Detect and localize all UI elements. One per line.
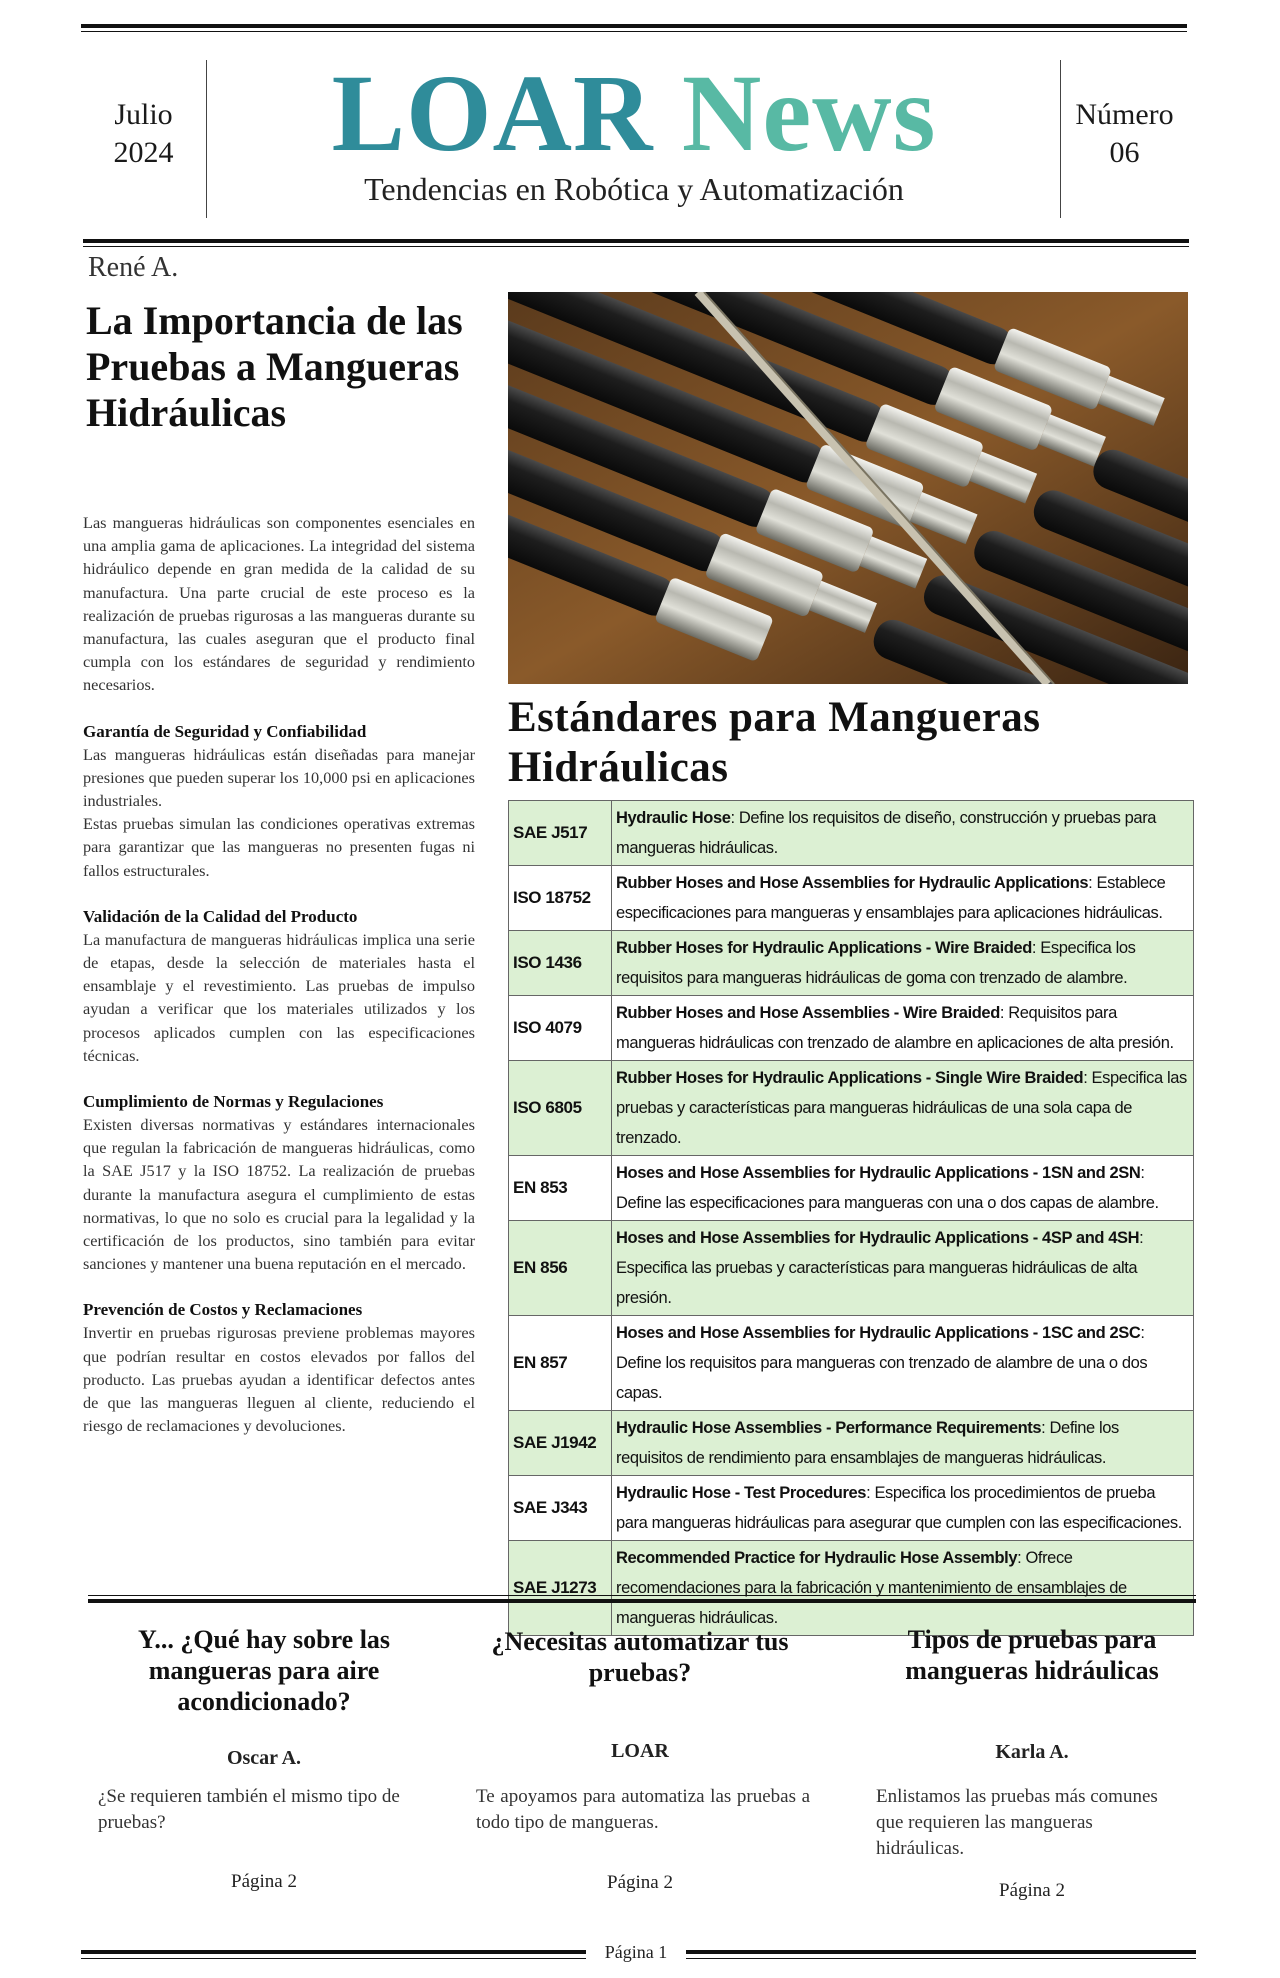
teaser-title: Tipos de pruebas para mangueras hidráulicas	[905, 1625, 1159, 1685]
teaser-title: ¿Necesitas automatizar tus pruebas?	[491, 1627, 789, 1687]
standard-name: Recommended Practice for Hydraulic Hose Assembly	[616, 1549, 1018, 1567]
standard-description: Rubber Hoses and Hose Assemblies - Wire Braided: Requisitos para mangueras hidráulicas con trenzado de alambre en aplicaciones de alta presión.	[612, 996, 1194, 1061]
issue-number-box	[1062, 96, 1187, 172]
brand-word-loar: LOAR	[331, 52, 654, 174]
footer-rule-left	[81, 1950, 586, 1954]
standard-code: EN 853	[509, 1156, 612, 1221]
standard-name: Rubber Hoses for Hydraulic Applications - Single Wire Braided	[616, 1069, 1084, 1087]
standard-name: Rubber Hoses for Hydraulic Applications - Wire Braided	[616, 939, 1032, 957]
teasers-top-rule	[88, 1595, 1196, 1596]
standard-description: Rubber Hoses for Hydraulic Applications - Wire Braided: Especifica los requisitos para mangueras hidráulicas de goma con trenzado de alambre.	[612, 931, 1194, 996]
standards-title: Estándares para Mangueras Hidráulicas	[508, 694, 1041, 791]
masthead-divider-left	[206, 60, 207, 218]
section-paragraph: Invertir en pruebas rigurosas previene problemas mayores que podrían resultar en costos elevados por fallos del producto. Las pruebas ayudan a identificar defectos antes de que las mangueras lleguen al cliente, reduciendo el riesgo de reclamaciones y devoluciones.	[83, 1323, 475, 1436]
section-heading: Garantía de Seguridad y Confiabilidad	[83, 721, 367, 741]
issue-number: 06	[1109, 136, 1140, 169]
standard-name: Hoses and Hose Assemblies for Hydraulic Applications - 1SN and 2SN	[616, 1164, 1141, 1182]
standard-code: SAE J343	[509, 1476, 612, 1541]
main-article-author: René A.	[88, 252, 179, 283]
page-number: Página 1	[604, 1942, 668, 1962]
standard-description: Hydraulic Hose: Define los requisitos de diseño, construcción y pruebas para mangueras hidráulicas.	[612, 801, 1194, 866]
standard-name: Hydraulic Hose - Test Procedures	[616, 1484, 867, 1502]
section-paragraph: La manufactura de mangueras hidráulicas implica una serie de etapas, desde la selección de materiales hasta el ensamblaje y el revestimiento. Las pruebas de impulso ayudan a verificar que los materiales utilizados y los procesos aplicados cumplen con las especificaciones técnicas.	[83, 929, 475, 1065]
teaser-page-link[interactable]: Página 2	[999, 1880, 1065, 1901]
issue-date	[81, 96, 206, 172]
standard-description: Rubber Hoses for Hydraulic Applications - Single Wire Braided: Especifica las pruebas y características para mangueras hidráulicas de una sola capa de trenzado.	[612, 1061, 1194, 1156]
brand-word-news: News	[681, 52, 937, 174]
teaser-text: Te apoyamos para automatiza las pruebas a todo tipo de mangueras.	[476, 1786, 810, 1833]
page-footer	[81, 1942, 1196, 1962]
teaser-author: Oscar A.	[226, 1747, 302, 1769]
standard-name: Hydraulic Hose Assemblies - Performance Requirements	[616, 1419, 1042, 1437]
teaser-text: ¿Se requieren también el mismo tipo de pruebas?	[98, 1786, 400, 1833]
masthead-bottom-rule	[83, 239, 1189, 243]
section-paragraph: Estas pruebas simulan las condiciones operativas extremas para garantizar que las mangueras no presenten fugas ni fallos estructurales.	[83, 814, 475, 880]
standard-code: ISO 1436	[509, 931, 612, 996]
issue-month: Julio	[114, 98, 173, 131]
hydraulic-hoses-photo	[508, 292, 1188, 684]
table-row	[509, 1411, 1194, 1476]
section-heading: Cumplimiento de Normas y Regulaciones	[83, 1092, 384, 1112]
teaser-text: Enlistamos las pruebas más comunes que requieren las mangueras hidráulicas.	[876, 1786, 1158, 1859]
table-row	[509, 996, 1194, 1061]
standard-description: Hydraulic Hose - Test Procedures: Especifica los procedimientos de prueba para mangueras hidráulicas para asegurar que cumplen con las especificaciones.	[612, 1476, 1194, 1541]
top-rule	[81, 24, 1187, 28]
standard-code: SAE J1273	[509, 1541, 612, 1636]
table-row	[509, 931, 1194, 996]
masthead-divider-right	[1060, 60, 1061, 218]
teaser-air-conditioning[interactable]	[88, 1624, 440, 1892]
standard-description: Rubber Hoses and Hose Assemblies for Hydraulic Applications: Establece especificaciones para mangueras y ensamblajes para aplicaciones hidráulicas.	[612, 866, 1194, 931]
issue-label: Número	[1075, 98, 1174, 131]
standard-name: Hoses and Hose Assemblies for Hydraulic Applications - 4SP and 4SH	[616, 1229, 1140, 1247]
section-heading: Validación de la Calidad del Producto	[83, 906, 358, 926]
main-article-title: La Importancia de las Pruebas a Mangueras Hidráulicas	[86, 298, 463, 435]
article-intro: Las mangueras hidráulicas son componentes esenciales en una amplia gama de aplicaciones. La integridad del sistema hidráulico depende en gran medida de la calidad de su manufactura. Una parte crucial de este proceso es la realización de pruebas rigurosas a las mangueras durante su manufactura, las cuales aseguran que el producto final cumpla con los estándares de seguridad y rendimiento necesarios.	[83, 513, 475, 695]
teaser-author: LOAR	[611, 1740, 669, 1762]
teaser-test-types[interactable]	[856, 1624, 1208, 1901]
table-row	[509, 1541, 1194, 1636]
standard-description: Hydraulic Hose Assemblies - Performance Requirements: Define los requisitos de rendimiento para ensamblajes de mangueras hidráulicas.	[612, 1411, 1194, 1476]
standard-code: EN 857	[509, 1316, 612, 1411]
teaser-automation[interactable]	[464, 1624, 816, 1893]
standard-description: Recommended Practice for Hydraulic Hose Assembly: Ofrece recomendaciones para la fabricación y mantenimiento de ensamblajes de mangueras hidráulicas.	[612, 1541, 1194, 1636]
masthead	[81, 36, 1187, 236]
standard-name: Rubber Hoses and Hose Assemblies for Hydraulic Applications	[616, 874, 1089, 892]
standards-table	[508, 800, 1194, 1636]
brand-logo	[231, 52, 1037, 174]
standard-description: Hoses and Hose Assemblies for Hydraulic Applications - 1SC and 2SC: Define los requisitos para mangueras con trenzado de alambre de una o dos capas.	[612, 1316, 1194, 1411]
standard-code: ISO 6805	[509, 1061, 612, 1156]
table-row	[509, 1061, 1194, 1156]
footer-rule-right	[686, 1950, 1196, 1954]
tagline: Tendencias en Robótica y Automatización	[364, 171, 904, 207]
standard-description: Hoses and Hose Assemblies for Hydraulic Applications - 1SN and 2SN: Define las especificaciones para mangueras con una o dos capas de alambre.	[612, 1156, 1194, 1221]
standard-name: Hoses and Hose Assemblies for Hydraulic Applications - 1SC and 2SC	[616, 1324, 1141, 1342]
teaser-title: Y... ¿Qué hay sobre las mangueras para aire acondicionado?	[137, 1625, 391, 1716]
table-row	[509, 1476, 1194, 1541]
standard-code: ISO 18752	[509, 866, 612, 931]
teaser-page-link[interactable]: Página 2	[607, 1872, 673, 1893]
table-row	[509, 1316, 1194, 1411]
standard-code: ISO 4079	[509, 996, 612, 1061]
standard-code: EN 856	[509, 1221, 612, 1316]
table-row	[509, 1221, 1194, 1316]
section-paragraph: Existen diversas normativas y estándares internacionales que regulan la fabricación de mangueras hidráulicas, como la SAE J517 y la ISO 18752. La realización de pruebas durante la manufactura asegura el cumplimiento de estas normativas, lo que no solo es crucial para la legalidad y la certificación de los productos, sino también para evitar sanciones y mantener una buena reputación en el mercado.	[83, 1115, 475, 1274]
teaser-page-link[interactable]: Página 2	[231, 1871, 297, 1892]
main-article-body	[83, 511, 475, 1438]
standard-code: SAE J1942	[509, 1411, 612, 1476]
table-row	[509, 1156, 1194, 1221]
standard-code: SAE J517	[509, 801, 612, 866]
standard-description: Hoses and Hose Assemblies for Hydraulic Applications - 4SP and 4SH: Especifica las pruebas y características para mangueras hidráulicas de alta presión.	[612, 1221, 1194, 1316]
standard-name: Hydraulic Hose	[616, 809, 731, 827]
hoses-illustration	[508, 292, 1188, 684]
standard-name: Rubber Hoses and Hose Assemblies - Wire Braided	[616, 1004, 1000, 1022]
table-row	[509, 801, 1194, 866]
issue-year: 2024	[113, 136, 174, 169]
section-paragraph: Las mangueras hidráulicas están diseñadas para manejar presiones que pueden superar los 10,000 psi en aplicaciones industriales.	[83, 744, 475, 811]
section-heading: Prevención de Costos y Reclamaciones	[83, 1300, 363, 1320]
teaser-author: Karla A.	[995, 1741, 1069, 1763]
table-row	[509, 866, 1194, 931]
